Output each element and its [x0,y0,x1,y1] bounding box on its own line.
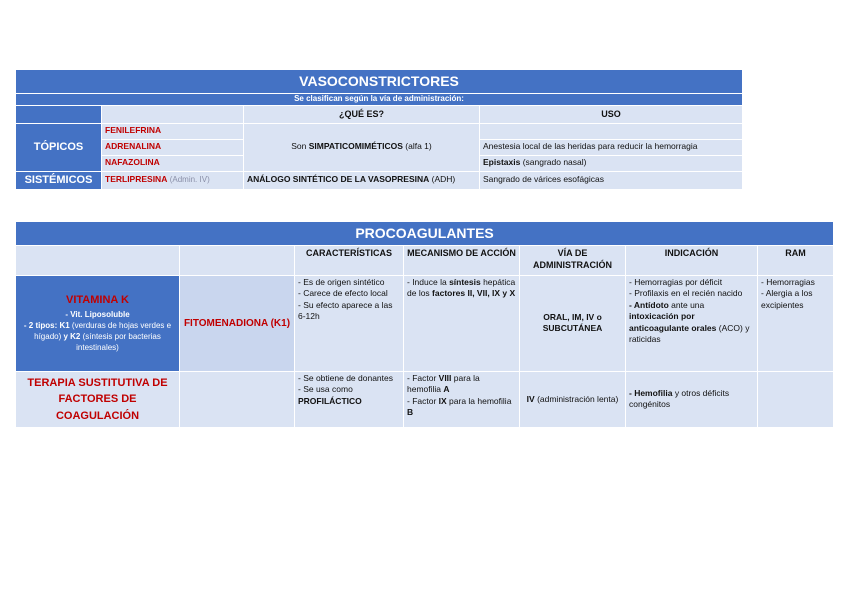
mecanismo-terapia: - Factor VIII para la hemofilia A - Factor IX para la hemofilia B [404,371,520,427]
col-ram: RAM [758,245,834,275]
drug-fenilefrina: FENILEFRINA [102,123,244,139]
indicacion-terapia: - Hemofilia y otros déficits congénitos [626,371,758,427]
fitomenadiona-label: FITOMENADIONA (K1) [180,275,295,371]
col-que-es: ¿QUÉ ES? [244,105,480,123]
proco-header-blank-2 [180,245,295,275]
vitamina-k-tipos: - 2 tipos: K1 (verduras de hojas verdes e hígado) y K2 (síntesis por bacterias intestinales) [23,320,172,353]
col-via: VÍA DE ADMINISTRACIÓN [520,245,626,275]
col-caracteristicas: CARACTERÍSTICAS [295,245,404,275]
drug-nafazolina: NAFAZOLINA [102,155,244,171]
terapia-sustitutiva-label: TERAPIA SUSTITUTIVA DE FACTORES DE COAGULACIÓN [16,371,180,427]
procoagulantes-table [15,221,834,428]
uso-epistaxis: Epistaxis (sangrado nasal) [480,155,743,171]
col-mecanismo: MECANISMO DE ACCIÓN [404,245,520,275]
proco-title: PROCOAGULANTES [16,222,834,246]
drug-terlipresina: TERLIPRESINA (Admin. IV) [102,171,244,189]
ram-terapia [758,371,834,427]
via-terapia: IV (administración lenta) [520,371,626,427]
vasoconstrictores-table [15,69,743,190]
col-indicacion: INDICACIÓN [626,245,758,275]
uso-blank [480,123,743,139]
vaso-header-blank [102,105,244,123]
sistemicos-label: SISTÉMICOS [16,171,102,189]
vitamina-k-liposoluble: - Vit. Liposoluble [65,309,130,319]
vaso-subtitle: Se clasifican según la vía de administración: [16,93,743,105]
via-vitk: ORAL, IM, IV o SUBCUTÁNEA [520,275,626,371]
uso-anestesia: Anestesia local de las heridas para reducir la hemorragia [480,139,743,155]
caracteristicas-terapia: - Se obtiene de donantes - Se usa como PROFILÁCTICO [295,371,404,427]
terapia-blank [180,371,295,427]
indicacion-vitk: - Hemorragias por déficit - Profilaxis en el recién nacido - Antídoto ante una intoxicación por anticoagulante orales (ACO) y raticidas [626,275,758,371]
drug-adrenalina: ADRENALINA [102,139,244,155]
topicos-label: TÓPICOS [16,123,102,171]
sistemicos-uso: Sangrado de várices esofágicas [480,171,743,189]
caracteristicas-vitk: - Es de origen sintético - Carece de efecto local - Su efecto aparece a las 6-12h [295,275,404,371]
topicos-que-es: Son SIMPATICOMIMÉTICOS (alfa 1) [244,123,480,171]
proco-header-blank-1 [16,245,180,275]
ram-vitk: - Hemorragias - Alergia a los excipientes [758,275,834,371]
vaso-corner [16,105,102,123]
vaso-title: VASOCONSTRICTORES [16,70,743,94]
mecanismo-vitk: - Induce la síntesis hepática de los factores II, VII, IX y X [404,275,520,371]
vitamina-k-cell [16,275,180,371]
col-uso: USO [480,105,743,123]
sistemicos-que-es: ANÁLOGO SINTÉTICO DE LA VASOPRESINA (ADH) [244,171,480,189]
vitamina-k-title: VITAMINA K [66,294,129,307]
